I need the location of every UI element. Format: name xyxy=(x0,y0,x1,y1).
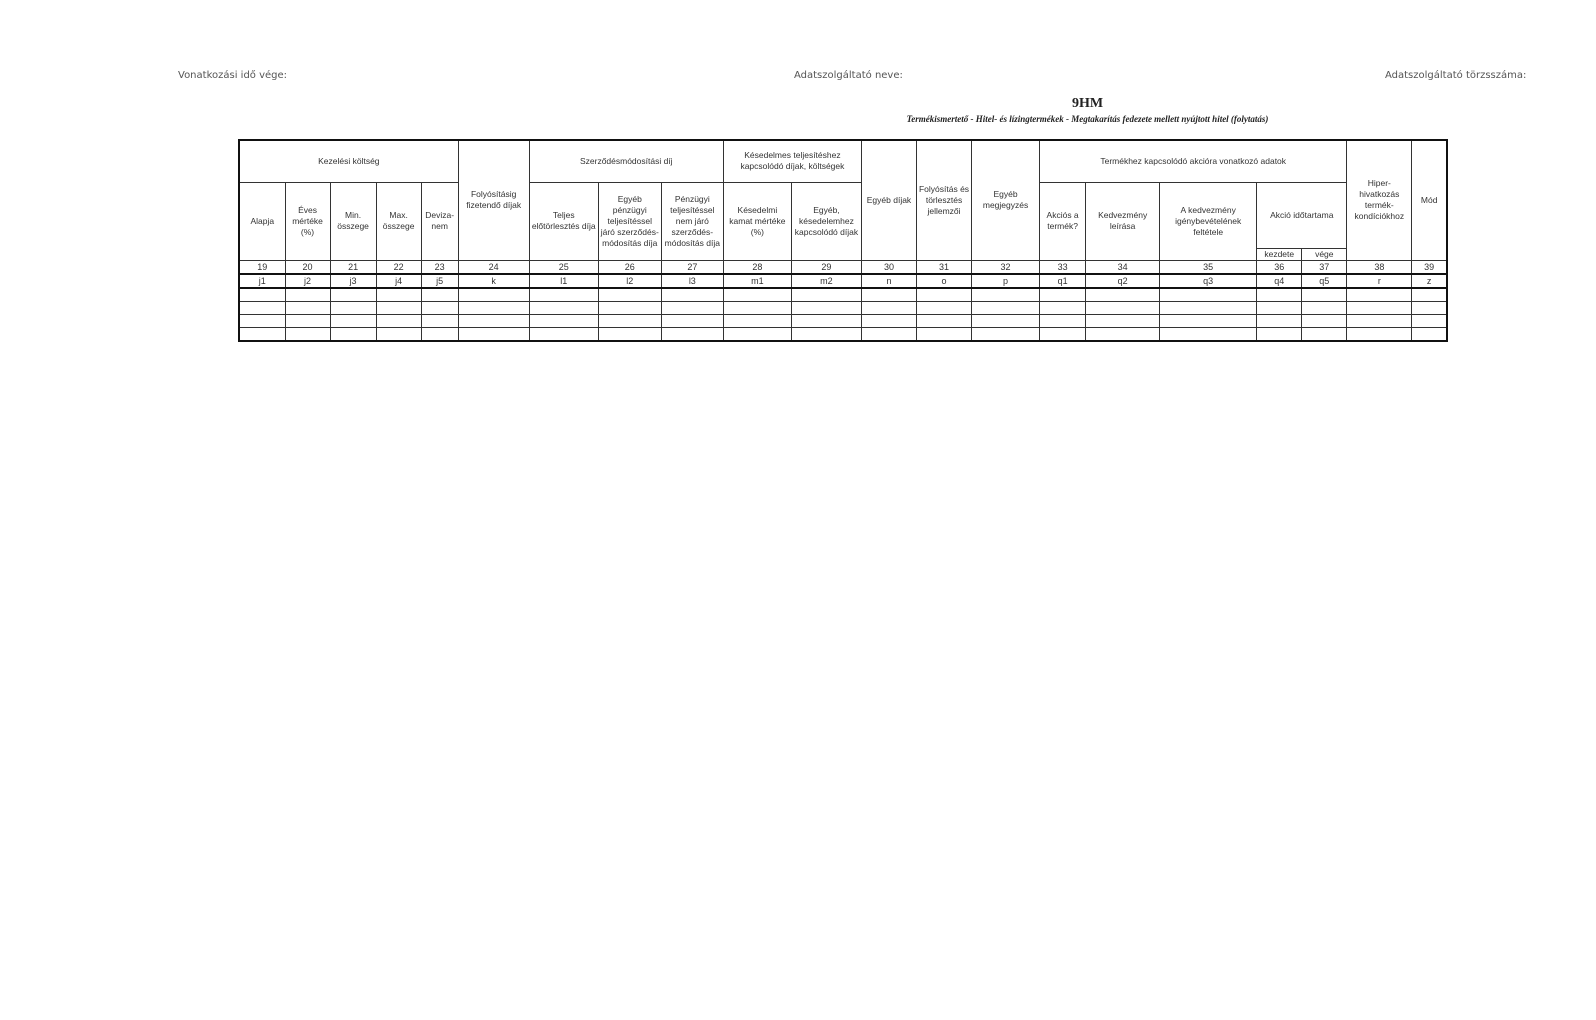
table-cell[interactable] xyxy=(1302,301,1347,314)
column-code-cell: j2 xyxy=(285,274,330,288)
table-cell[interactable] xyxy=(1040,301,1086,314)
header-egyeb-kesedelmes-dijak: Egyéb, késedelemhez kapcsolódó díjak xyxy=(791,182,861,260)
table-cell[interactable] xyxy=(376,288,421,302)
column-number-cell: 31 xyxy=(917,260,972,274)
table-cell[interactable] xyxy=(529,288,598,302)
column-code-cell: l3 xyxy=(661,274,723,288)
table-cell[interactable] xyxy=(330,301,376,314)
column-code-cell: n xyxy=(861,274,916,288)
table-cell[interactable] xyxy=(1412,314,1447,327)
table-cell[interactable] xyxy=(791,327,861,341)
table-row xyxy=(239,314,1447,327)
table-cell[interactable] xyxy=(1257,327,1302,341)
table-cell[interactable] xyxy=(1302,314,1347,327)
table-cell[interactable] xyxy=(1086,288,1160,302)
column-code-cell: j5 xyxy=(421,274,458,288)
table-cell[interactable] xyxy=(421,288,458,302)
column-number-cell: 38 xyxy=(1347,260,1412,274)
group-kesedelmes-teljesites: Késedelmes teljesítéshez kapcsolódó díjak, költségek xyxy=(723,140,861,182)
header-folyositas-torlesztes: Folyósítás és törlesztés jellemzői xyxy=(917,140,972,260)
column-number-cell: 32 xyxy=(972,260,1040,274)
table-cell[interactable] xyxy=(1160,301,1257,314)
column-code-cell: l2 xyxy=(598,274,661,288)
header-mod: Mód xyxy=(1412,140,1447,260)
header-eves-merteke: Éves mértéke (%) xyxy=(285,182,330,260)
table-cell[interactable] xyxy=(1412,288,1447,302)
table-cell[interactable] xyxy=(285,288,330,302)
column-code-cell: q4 xyxy=(1257,274,1302,288)
header-folyositasig-dijak: Folyósításig fizetendő díjak xyxy=(458,140,529,260)
table-cell[interactable] xyxy=(917,301,972,314)
period-end-label: Vonatkozási idő vége: xyxy=(178,70,288,81)
fee-table xyxy=(238,139,1448,342)
table-cell[interactable] xyxy=(529,327,598,341)
header-egyeb-megjegyzes: Egyéb megjegyzés xyxy=(972,140,1040,260)
header-akcios-termek: Akciós a termék? xyxy=(1040,182,1086,260)
header-min-osszege: Min. összege xyxy=(330,182,376,260)
table-cell[interactable] xyxy=(972,314,1040,327)
table-cell[interactable] xyxy=(598,301,661,314)
column-number-cell: 33 xyxy=(1040,260,1086,274)
table-cell[interactable] xyxy=(661,327,723,341)
table-cell[interactable] xyxy=(421,327,458,341)
table-cell[interactable] xyxy=(917,327,972,341)
column-code-cell: k xyxy=(458,274,529,288)
table-cell[interactable] xyxy=(723,301,791,314)
table-cell[interactable] xyxy=(376,314,421,327)
table-cell[interactable] xyxy=(1040,314,1086,327)
header-devizanem: Deviza-nem xyxy=(421,182,458,260)
table-cell[interactable] xyxy=(1160,327,1257,341)
provider-name-label: Adatszolgáltató neve: xyxy=(794,70,903,81)
table-cell[interactable] xyxy=(723,288,791,302)
column-code-cell: j4 xyxy=(376,274,421,288)
table-cell[interactable] xyxy=(723,314,791,327)
table-cell[interactable] xyxy=(1160,314,1257,327)
table-row xyxy=(239,301,1447,314)
column-code-cell: q5 xyxy=(1302,274,1347,288)
table-cell[interactable] xyxy=(598,288,661,302)
table-cell[interactable] xyxy=(1347,301,1412,314)
table-cell[interactable] xyxy=(791,288,861,302)
table-cell[interactable] xyxy=(421,301,458,314)
column-code-cell: q2 xyxy=(1086,274,1160,288)
column-number-cell: 34 xyxy=(1086,260,1160,274)
table-cell[interactable] xyxy=(723,327,791,341)
table-cell[interactable] xyxy=(239,301,285,314)
table-cell[interactable] xyxy=(285,314,330,327)
provider-id-label: Adatszolgáltató törzsszáma: xyxy=(1385,70,1527,81)
table-cell[interactable] xyxy=(239,288,285,302)
table-cell[interactable] xyxy=(861,327,916,341)
column-number-cell: 26 xyxy=(598,260,661,274)
column-code-cell: o xyxy=(917,274,972,288)
header-egyeb-penzugyi-modositas: Egyéb pénzügyi teljesítéssel járó szerződés-módosítás díja xyxy=(598,182,661,260)
column-code-cell: j1 xyxy=(239,274,285,288)
table-cell[interactable] xyxy=(1347,327,1412,341)
column-number-cell: 29 xyxy=(791,260,861,274)
column-number-cell: 25 xyxy=(529,260,598,274)
table-cell[interactable] xyxy=(917,314,972,327)
column-code-cell: j3 xyxy=(330,274,376,288)
group-akcio-adatok: Termékhez kapcsolódó akcióra vonatkozó adatok xyxy=(1040,140,1347,182)
table-cell[interactable] xyxy=(458,288,529,302)
column-number-cell: 37 xyxy=(1302,260,1347,274)
column-code-cell: q3 xyxy=(1160,274,1257,288)
table-cell[interactable] xyxy=(285,327,330,341)
header-max-osszege: Max. összege xyxy=(376,182,421,260)
table-cell[interactable] xyxy=(661,314,723,327)
column-code-cell: p xyxy=(972,274,1040,288)
group-akcio-idotartama: Akció időtartama xyxy=(1257,182,1347,248)
group-kezelesi-koltseg: Kezelési költség xyxy=(239,140,458,182)
table-cell[interactable] xyxy=(1347,288,1412,302)
table-cell[interactable] xyxy=(598,327,661,341)
header-vege: vége xyxy=(1302,248,1347,260)
table-cell[interactable] xyxy=(791,314,861,327)
header-kedvezmeny-feltetele: A kedvezmény igénybevételének feltétele xyxy=(1160,182,1257,260)
table-cell[interactable] xyxy=(972,288,1040,302)
form-subtitle: Termékismertető - Hitel- és lízingtermékek - Megtakarítás fedezete mellett nyújtott hitel (folytatás) xyxy=(906,114,1269,124)
table-cell[interactable] xyxy=(330,327,376,341)
form-code: 9HM xyxy=(1071,96,1104,111)
column-number-row xyxy=(239,260,1447,274)
column-number-cell: 28 xyxy=(723,260,791,274)
column-code-row xyxy=(239,274,1447,288)
table-cell[interactable] xyxy=(791,301,861,314)
column-number-cell: 36 xyxy=(1257,260,1302,274)
column-code-cell: m2 xyxy=(791,274,861,288)
table-cell[interactable] xyxy=(458,314,529,327)
table-cell[interactable] xyxy=(376,327,421,341)
table-cell[interactable] xyxy=(529,314,598,327)
table-cell[interactable] xyxy=(1040,327,1086,341)
table-cell[interactable] xyxy=(1257,314,1302,327)
table-cell[interactable] xyxy=(972,327,1040,341)
table-cell[interactable] xyxy=(376,301,421,314)
column-code-cell: z xyxy=(1412,274,1447,288)
column-number-cell: 30 xyxy=(861,260,916,274)
column-number-cell: 39 xyxy=(1412,260,1447,274)
header-egyeb-dijak: Egyéb díjak xyxy=(861,140,916,260)
table-cell[interactable] xyxy=(1086,314,1160,327)
table-row xyxy=(239,288,1447,302)
group-szerzodesmodositasi-dij: Szerződésmódosítási díj xyxy=(529,140,723,182)
header-hiperhivatkozas: Hiper-hivatkozás termék-kondíciókhoz xyxy=(1347,140,1412,260)
table-cell[interactable] xyxy=(972,301,1040,314)
column-number-cell: 23 xyxy=(421,260,458,274)
column-number-cell: 35 xyxy=(1160,260,1257,274)
table-cell[interactable] xyxy=(1302,327,1347,341)
table-cell[interactable] xyxy=(1086,301,1160,314)
table-cell[interactable] xyxy=(1347,314,1412,327)
table-cell[interactable] xyxy=(1257,301,1302,314)
table-cell[interactable] xyxy=(917,288,972,302)
column-number-cell: 20 xyxy=(285,260,330,274)
table-cell[interactable] xyxy=(1302,288,1347,302)
column-code-cell: q1 xyxy=(1040,274,1086,288)
table-cell[interactable] xyxy=(1086,327,1160,341)
table-cell[interactable] xyxy=(1412,301,1447,314)
table-cell[interactable] xyxy=(861,288,916,302)
table-cell[interactable] xyxy=(1412,327,1447,341)
table-cell[interactable] xyxy=(239,314,285,327)
table-cell[interactable] xyxy=(330,288,376,302)
table-row xyxy=(239,327,1447,341)
header-kesedelmi-kamat: Késedelmi kamat mértéke (%) xyxy=(723,182,791,260)
table-cell[interactable] xyxy=(285,301,330,314)
table-cell[interactable] xyxy=(458,327,529,341)
table-cell[interactable] xyxy=(1040,288,1086,302)
column-number-cell: 22 xyxy=(376,260,421,274)
table-cell[interactable] xyxy=(661,301,723,314)
table-cell[interactable] xyxy=(861,301,916,314)
table-cell[interactable] xyxy=(529,301,598,314)
table-cell[interactable] xyxy=(239,327,285,341)
column-number-cell: 21 xyxy=(330,260,376,274)
table-cell[interactable] xyxy=(458,301,529,314)
table-cell[interactable] xyxy=(330,314,376,327)
column-code-cell: r xyxy=(1347,274,1412,288)
header-penzugyi-nem-jaro-modositas: Pénzügyi teljesítéssel nem járó szerződés-módosítás díja xyxy=(661,182,723,260)
column-code-cell: l1 xyxy=(529,274,598,288)
column-number-cell: 19 xyxy=(239,260,285,274)
header-alapja: Alapja xyxy=(239,182,285,260)
table-cell[interactable] xyxy=(598,314,661,327)
table-cell[interactable] xyxy=(421,314,458,327)
table-cell[interactable] xyxy=(661,288,723,302)
table-cell[interactable] xyxy=(1160,288,1257,302)
table-cell[interactable] xyxy=(1257,288,1302,302)
header-kedvezmeny-leirasa: Kedvezmény leírása xyxy=(1086,182,1160,260)
column-number-cell: 27 xyxy=(661,260,723,274)
header-teljes-elotorlesztes: Teljes előtörlesztés díja xyxy=(529,182,598,260)
column-number-cell: 24 xyxy=(458,260,529,274)
table-cell[interactable] xyxy=(861,314,916,327)
column-code-cell: m1 xyxy=(723,274,791,288)
header-kezdete: kezdete xyxy=(1257,248,1302,260)
